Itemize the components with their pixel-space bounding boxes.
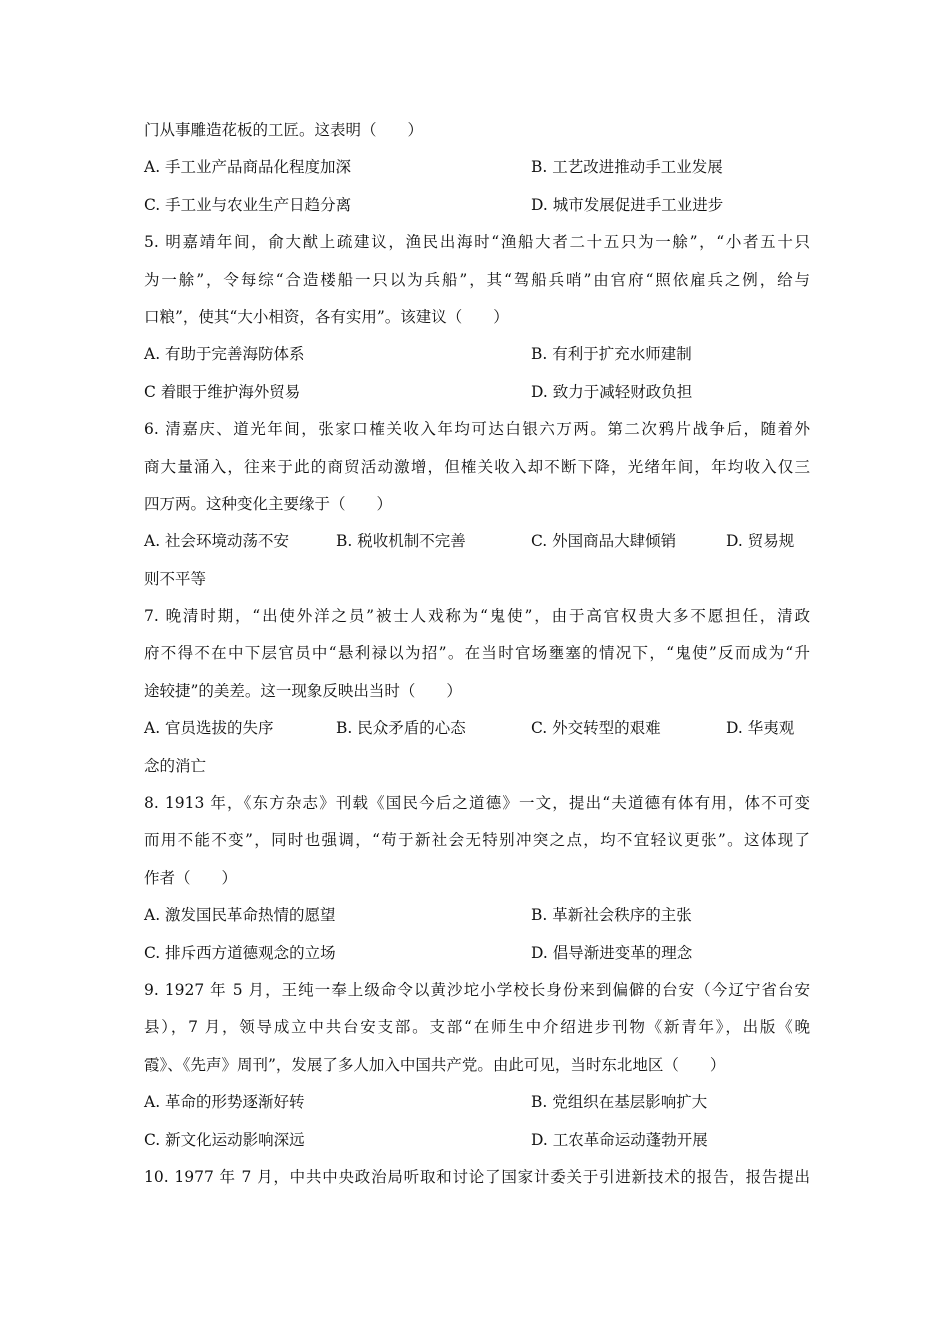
text-line: 6. 清嘉庆、道光年间，张家口榷关收入年均可达白银六万两。第二次鸦片战争后，随着外 bbox=[144, 420, 810, 439]
option-row bbox=[144, 187, 810, 224]
option-b: B. 民众矛盾的心态 bbox=[336, 719, 466, 738]
option-a: A. 有助于完善海防体系 bbox=[144, 345, 305, 364]
text-line: 四万两。这种变化主要缘于（ ） bbox=[144, 494, 393, 513]
text-line: 10. 1977 年 7 月，中共中央政治局听取和讨论了国家计委关于引进新技术的报告，报告提出 bbox=[144, 1167, 810, 1186]
option-b: B. 税收机制不完善 bbox=[336, 532, 466, 551]
option-b: D. 致力于减轻财政负担 bbox=[531, 382, 693, 401]
option-row bbox=[144, 710, 810, 747]
document-page bbox=[144, 112, 810, 1196]
option-a: C. 手工业与农业生产日趋分离 bbox=[144, 195, 352, 214]
text-line: 县），7 月，领导成立中共台安支部。支部“在师生中介绍进步刊物《新青年》，出版《晚 bbox=[144, 1018, 810, 1037]
option-a: A. 革命的形势逐渐好转 bbox=[144, 1093, 305, 1112]
option-b: D. 倡导渐进变革的理念 bbox=[531, 943, 693, 962]
option-row bbox=[144, 523, 810, 560]
text-line: 念的消亡 bbox=[144, 756, 207, 775]
text-line: 途较捷”的美差。这一现象反映出当时（ ） bbox=[144, 681, 462, 700]
text-line: 作者（ ） bbox=[144, 868, 238, 887]
option-a: A. 官员选拔的失序 bbox=[144, 719, 274, 738]
text-line: 9. 1927 年 5 月，王纯一奉上级命令以黄沙坨小学校长身份来到偏僻的台安（今辽宁省台安 bbox=[144, 980, 810, 999]
text-line: 8. 1913 年，《东方杂志》刊载《国民今后之道德》一文，提出“夫道德有体有用，体不可变 bbox=[144, 794, 810, 813]
option-row bbox=[144, 935, 810, 972]
text-line: 5. 明嘉靖年间，俞大猷上疏建议，渔民出海时“渔船大者二十五只为一艅”，“小者五十只 bbox=[144, 233, 810, 252]
option-a: A. 激发国民革命热情的愿望 bbox=[144, 906, 336, 925]
option-row bbox=[144, 374, 810, 411]
text-line: 门从事雕造花板的工匠。这表明（ ） bbox=[144, 121, 424, 139]
text-line: 则不平等 bbox=[144, 569, 207, 588]
option-d: D. 贸易规 bbox=[726, 532, 795, 551]
option-a: C. 新文化运动影响深远 bbox=[144, 1130, 305, 1149]
option-a: C 着眼于维护海外贸易 bbox=[144, 382, 301, 401]
text-line: 商大量涌入，往来于此的商贸活动激增，但榷关收入却不断下降，光绪年间，年均收入仅三 bbox=[144, 457, 810, 476]
text-line: 府不得不在中下层官员中“悬利禄以为招”。在当时官场壅塞的情况下，“鬼使”反而成为“升 bbox=[144, 644, 810, 663]
option-row bbox=[144, 1084, 810, 1121]
option-row bbox=[144, 897, 810, 934]
text-line: 口粮”，使其“大小相资，各有实用”。该建议（ ） bbox=[144, 307, 509, 326]
option-a: A. 社会环境动荡不安 bbox=[144, 532, 290, 551]
option-c: C. 外交转型的艰难 bbox=[531, 719, 661, 738]
option-b: B. 工艺改进推动手工业发展 bbox=[531, 158, 723, 177]
option-row bbox=[144, 1122, 810, 1159]
option-b: B. 党组织在基层影响扩大 bbox=[531, 1093, 708, 1112]
option-c: C. 外国商品大肆倾销 bbox=[531, 532, 677, 551]
text-line: 而用不能不变”，同时也强调，“苟于新社会无特别冲突之点，均不宜轻议更张”。这体现了 bbox=[144, 831, 810, 850]
text-line: 为一艅”，令每综“合造楼船一只以为兵船”，其“驾船兵哨”由官府“照依雇兵之例，给与 bbox=[144, 270, 810, 289]
text-line: 霞》、《先声》周刊”，发展了多人加入中国共产党。由此可见，当时东北地区（ ） bbox=[144, 1055, 726, 1074]
option-b: D. 城市发展促进手工业进步 bbox=[531, 195, 724, 214]
option-b: B. 革新社会秩序的主张 bbox=[531, 906, 692, 925]
option-b: B. 有利于扩充水师建制 bbox=[531, 345, 692, 364]
option-row bbox=[144, 336, 810, 373]
option-b: D. 工农革命运动蓬勃开展 bbox=[531, 1130, 708, 1149]
text-line: 7. 晚清时期，“出使外洋之员”被士人戏称为“鬼使”，由于高官权贵大多不愿担任，清政 bbox=[144, 607, 810, 626]
option-d: D. 华夷观 bbox=[726, 719, 795, 738]
option-a: C. 排斥西方道德观念的立场 bbox=[144, 943, 336, 962]
option-row bbox=[144, 149, 810, 186]
option-a: A. 手工业产品商品化程度加深 bbox=[144, 158, 352, 177]
